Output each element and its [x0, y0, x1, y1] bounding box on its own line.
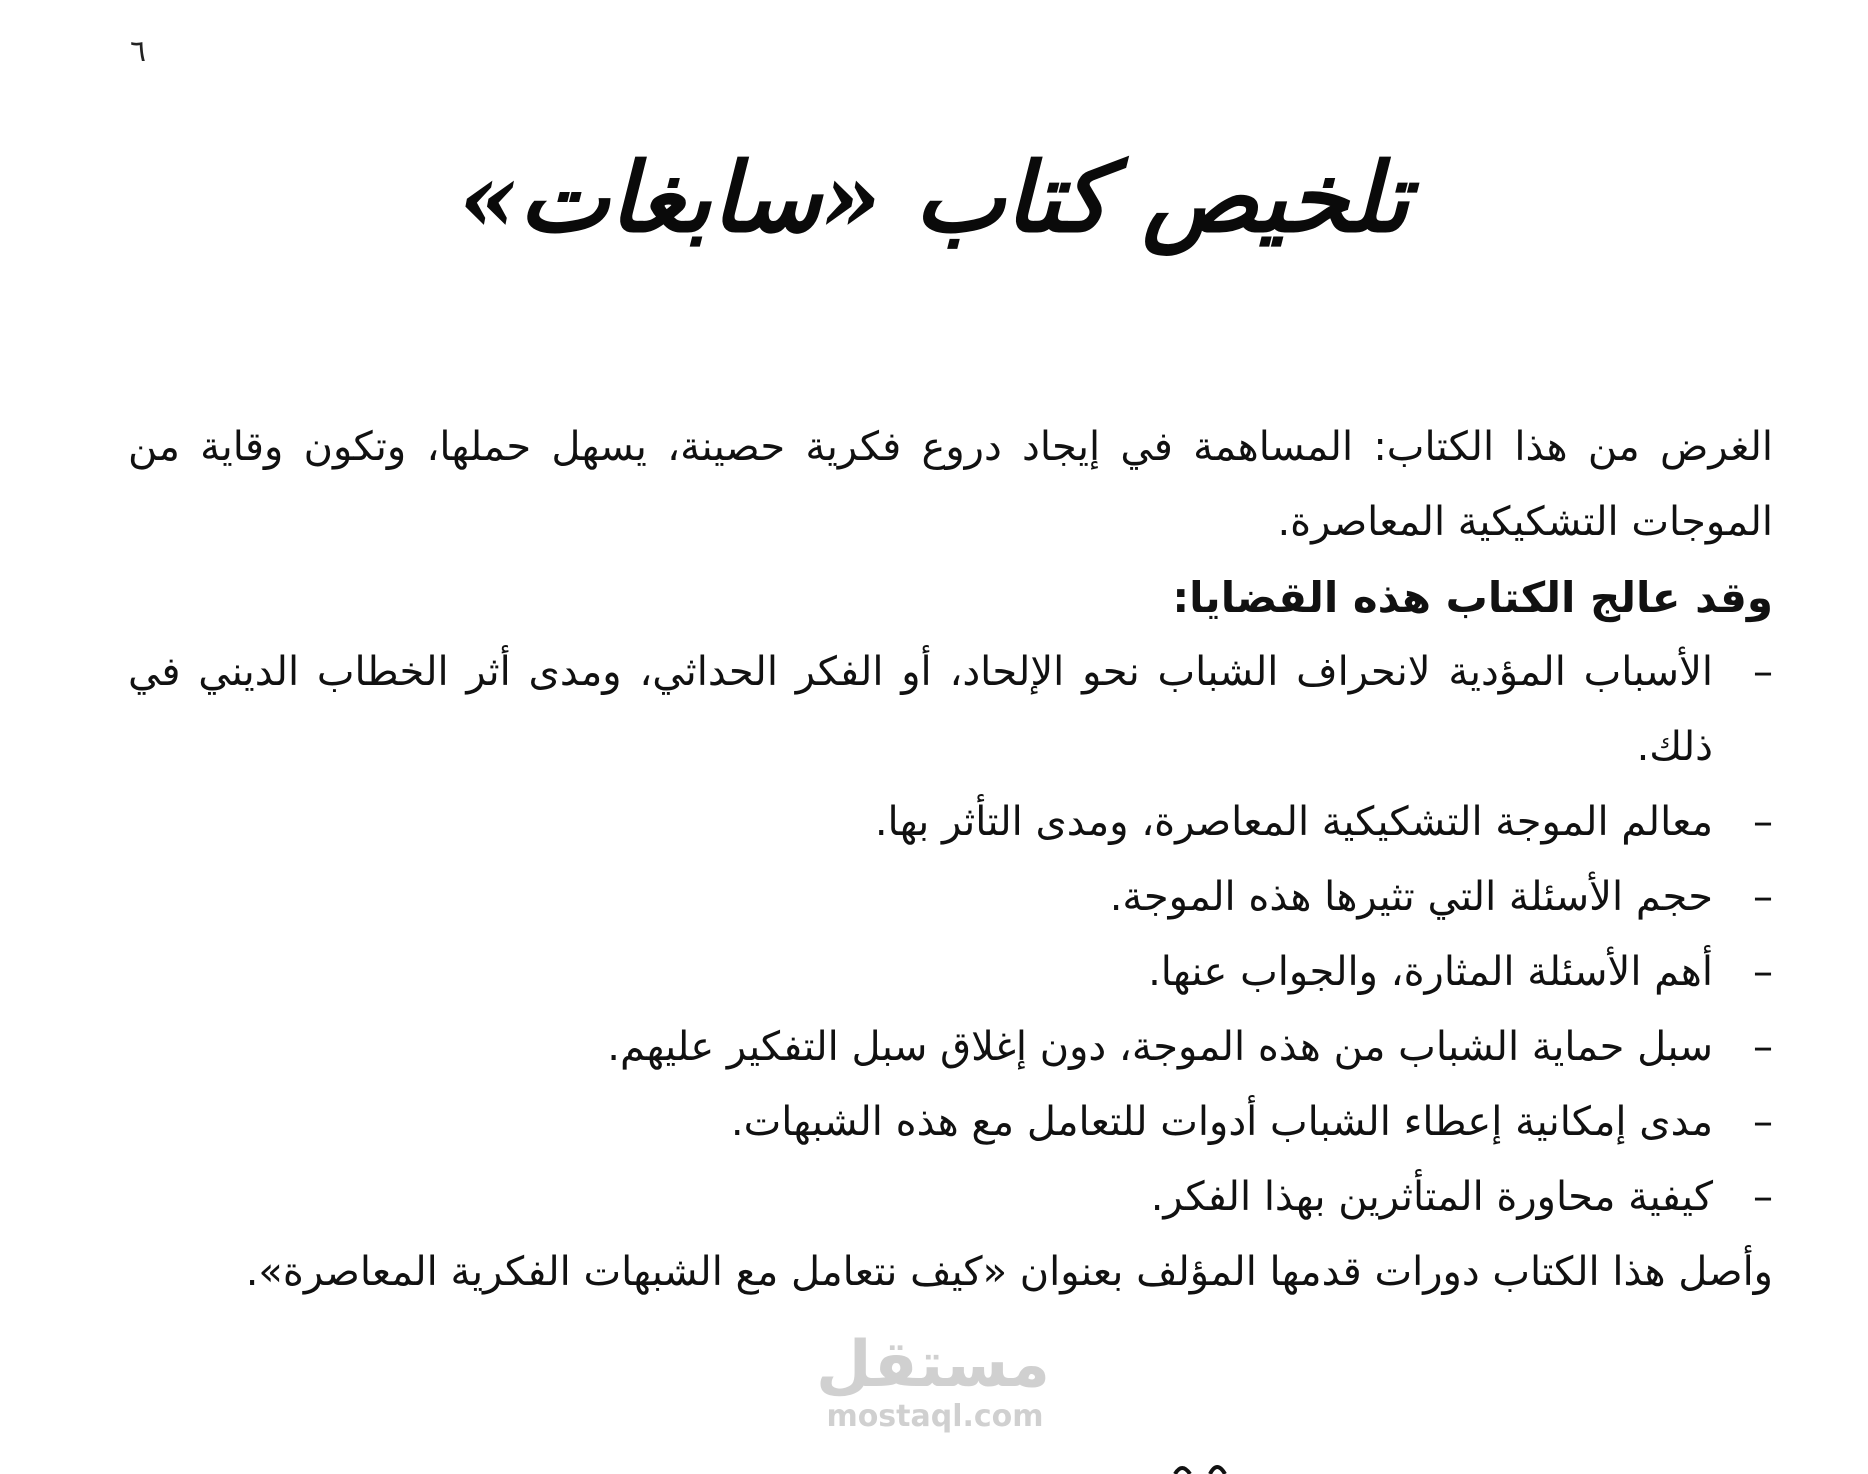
list-item-text: الأسباب المؤدية لانحراف الشباب نحو الإلحاد، أو الفكر الحداثي، ومدى أثر الخطاب الديني في ذلك.: [128, 649, 1713, 770]
list-item: [128, 1010, 1828, 1085]
list-item-text: حجم الأسئلة التي تثيرها هذه الموجة.: [1109, 874, 1713, 920]
document-body: [128, 410, 1828, 1310]
list-item-text: سبل حماية الشباب من هذه الموجة، دون إغلاق سبل التفكير عليهم.: [607, 1024, 1713, 1070]
dash-bullet: –: [1753, 1024, 1773, 1070]
list-item: [128, 935, 1828, 1010]
list-item: [128, 1160, 1828, 1235]
list-item: [128, 785, 1828, 860]
origin-paragraph: وأصل هذا الكتاب دورات قدمها المؤلف بعنوان «كيف نتعامل مع الشبهات الفكرية المعاصرة».: [245, 1249, 1773, 1295]
issues-list: [128, 635, 1828, 1235]
page-number: ٦: [130, 34, 147, 69]
list-item-text: معالم الموجة التشكيكية المعاصرة، ومدى التأثر بها.: [874, 799, 1713, 845]
page-title: تلخيص كتاب «سابغات»: [458, 141, 1410, 254]
dash-bullet: –: [1753, 1099, 1773, 1145]
list-item: [128, 1085, 1828, 1160]
dash-bullet: –: [1753, 799, 1773, 845]
watermark-domain: mostaql.com: [826, 1399, 1044, 1434]
issues-heading: وقد عالج الكتاب هذه القضايا:: [1172, 573, 1773, 622]
dash-bullet: –: [1753, 649, 1773, 695]
list-item-text: أهم الأسئلة المثارة، والجواب عنها.: [1148, 949, 1713, 995]
watermark-logo: مستقل: [815, 1328, 1050, 1402]
list-item-text: مدى إمكانية إعطاء الشباب أدوات للتعامل مع هذه الشبهات.: [730, 1099, 1713, 1145]
list-item: [128, 860, 1828, 935]
intro-paragraph: الغرض من هذا الكتاب: المساهمة في إيجاد دروع فكرية حصينة، يسهل حملها، وتكون وقاية من الموجات التشكيكية المعاصرة.: [128, 424, 1773, 545]
dash-bullet: –: [1753, 874, 1773, 920]
dash-bullet: –: [1753, 949, 1773, 995]
dash-bullet: –: [1753, 1174, 1773, 1220]
list-item-text: كيفية محاورة المتأثرين بهذا الفكر.: [1150, 1174, 1713, 1220]
mostaql-watermark: [815, 1328, 1050, 1434]
list-item: [128, 635, 1828, 785]
cropped-ornament: [1170, 1460, 1250, 1474]
